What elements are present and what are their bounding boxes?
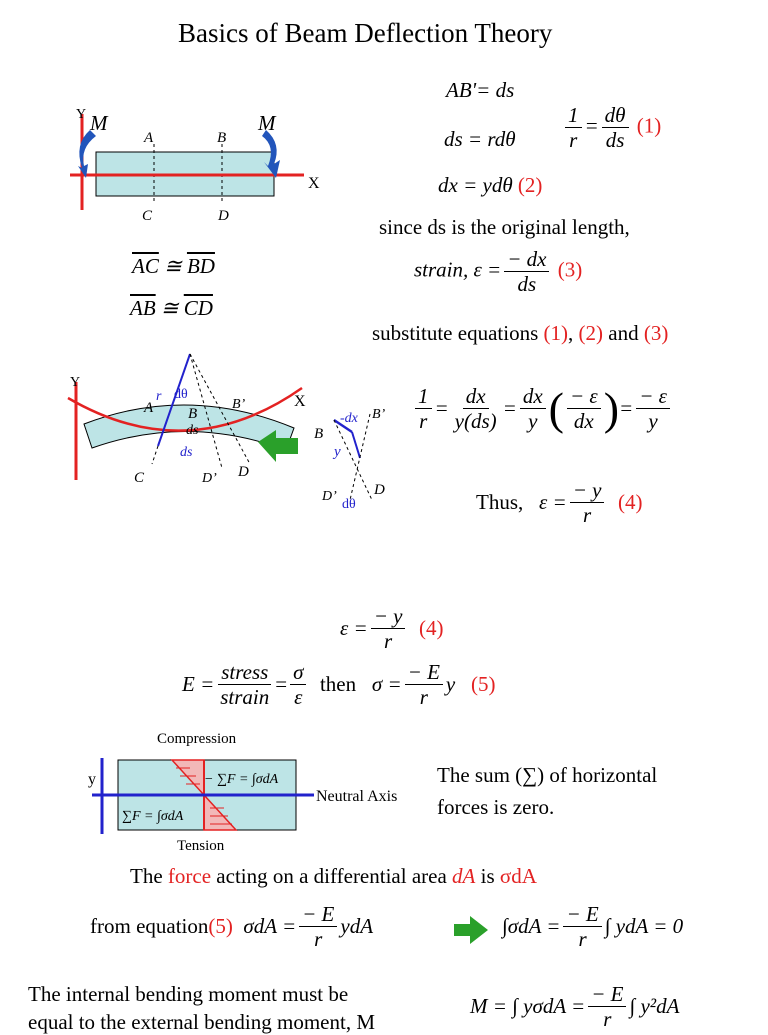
thus-equation: Thus, ε = $\frac{- y}{r}$ (4) (476, 478, 643, 528)
svg-text:B’: B’ (372, 407, 386, 422)
svg-text:B’: B’ (232, 397, 246, 412)
svg-text:∑F = ∫σdA: ∑F = ∫σdA (122, 809, 184, 824)
svg-text:dθ: dθ (342, 497, 356, 512)
m-right-label: M (258, 111, 276, 135)
svg-text:ds: ds (180, 445, 193, 460)
svg-text:D’: D’ (322, 489, 337, 504)
point-c: C (142, 208, 153, 224)
from-equation: from equation (5) σdA = $\frac{- E}{r}$ ydA (90, 902, 374, 952)
y-label: Y (76, 107, 87, 122)
equation-1: $\frac{1}{r}$ = $\frac{d\theta}{ds}$ (1) (562, 103, 661, 152)
svg-text:X: X (294, 393, 306, 410)
moment-equation: M = ∫ yσdA = $\frac{- E}{r}$ ∫ y²dA (470, 982, 680, 1032)
green-arrow-2 (452, 916, 490, 944)
stress-distribution-figure (86, 756, 416, 834)
x-label: X (308, 175, 320, 192)
point-a: A (144, 130, 154, 146)
svg-text:D: D (374, 482, 385, 498)
point-d: D (218, 208, 229, 224)
dash-c (152, 446, 158, 464)
eq-ab-ds: AB'= ds (446, 78, 515, 102)
triangle-figure (312, 400, 408, 516)
equation-4-repeat: ε = $\frac{- y}{r}$ (4) (340, 604, 444, 654)
equation-2: dx = ydθ (2) (438, 173, 543, 197)
ab-cd-relation: $\overline{AB}$ ≅ $\overline{CD}$ (130, 296, 213, 320)
svg-text:Neutral Axis: Neutral Axis (316, 788, 398, 805)
point-b: B (217, 130, 227, 146)
sum-text-line1: The sum (∑) of horizontal (437, 763, 658, 787)
force-text: The force acting on a differential area dA is σdA (130, 864, 537, 888)
svg-text:-dx: -dx (340, 411, 358, 426)
substitute-text: substitute equations (1), (2) and (3) (372, 321, 669, 345)
svg-text:Y: Y (70, 375, 81, 390)
eq1-tag: (1) (636, 113, 662, 138)
compression-label: Compression (157, 731, 237, 747)
svg-text:y: y (334, 444, 341, 460)
svg-text:− ∑F = ∫σdA: − ∑F = ∫σdA (204, 772, 279, 787)
since-text: since ds is the original length, (379, 215, 630, 239)
main-equation: $\frac{1}{r}$ = $\frac{dx}{y(ds)}$ = $\frac{dx}{y}$ ( $\frac{- \varepsilon}{dx}$ ) = $\frac{- \varepsilon}{y}$ (412, 384, 673, 433)
svg-text:r: r (156, 389, 162, 404)
svg-text:D: D (238, 464, 249, 480)
svg-text:B: B (188, 406, 198, 422)
internal-text-line2: equal to the external bending moment, M (28, 1010, 375, 1034)
equation-5: E = $\frac{\text{stress}}{\text{strain}}$ = $\frac{\sigma}{\varepsilon}$ then σ = $\frac{- E}{r}$ y (5) (182, 660, 496, 710)
m-left-label: M (90, 111, 108, 135)
svg-text:y: y (88, 771, 96, 788)
eq-ds-rdtheta: ds = rdθ (444, 127, 516, 151)
svg-text:A: A (144, 400, 154, 416)
sum-text-line2: forces is zero. (437, 795, 555, 819)
page-title: Basics of Beam Deflection Theory (178, 18, 553, 48)
svg-text:ds: ds (186, 423, 199, 438)
straight-beam-figure (62, 100, 332, 230)
equation-3: strain, ε = $\frac{- dx}{ds}$ (3) (414, 247, 583, 297)
internal-text-line1: The internal bending moment must be (28, 982, 349, 1006)
bent-beam-figure (62, 348, 318, 498)
ac-bd-relation: $\overline{AC}$ ≅ $\overline{BD}$ (132, 254, 215, 278)
svg-text:dθ: dθ (174, 387, 188, 402)
svg-text:D’: D’ (202, 471, 217, 486)
integral-equation: ∫σdA = $\frac{- E}{r}$ ∫ ydA = 0 (502, 902, 684, 952)
svg-text:C: C (134, 470, 145, 486)
svg-text:B: B (314, 426, 324, 442)
tension-label: Tension (177, 838, 225, 854)
